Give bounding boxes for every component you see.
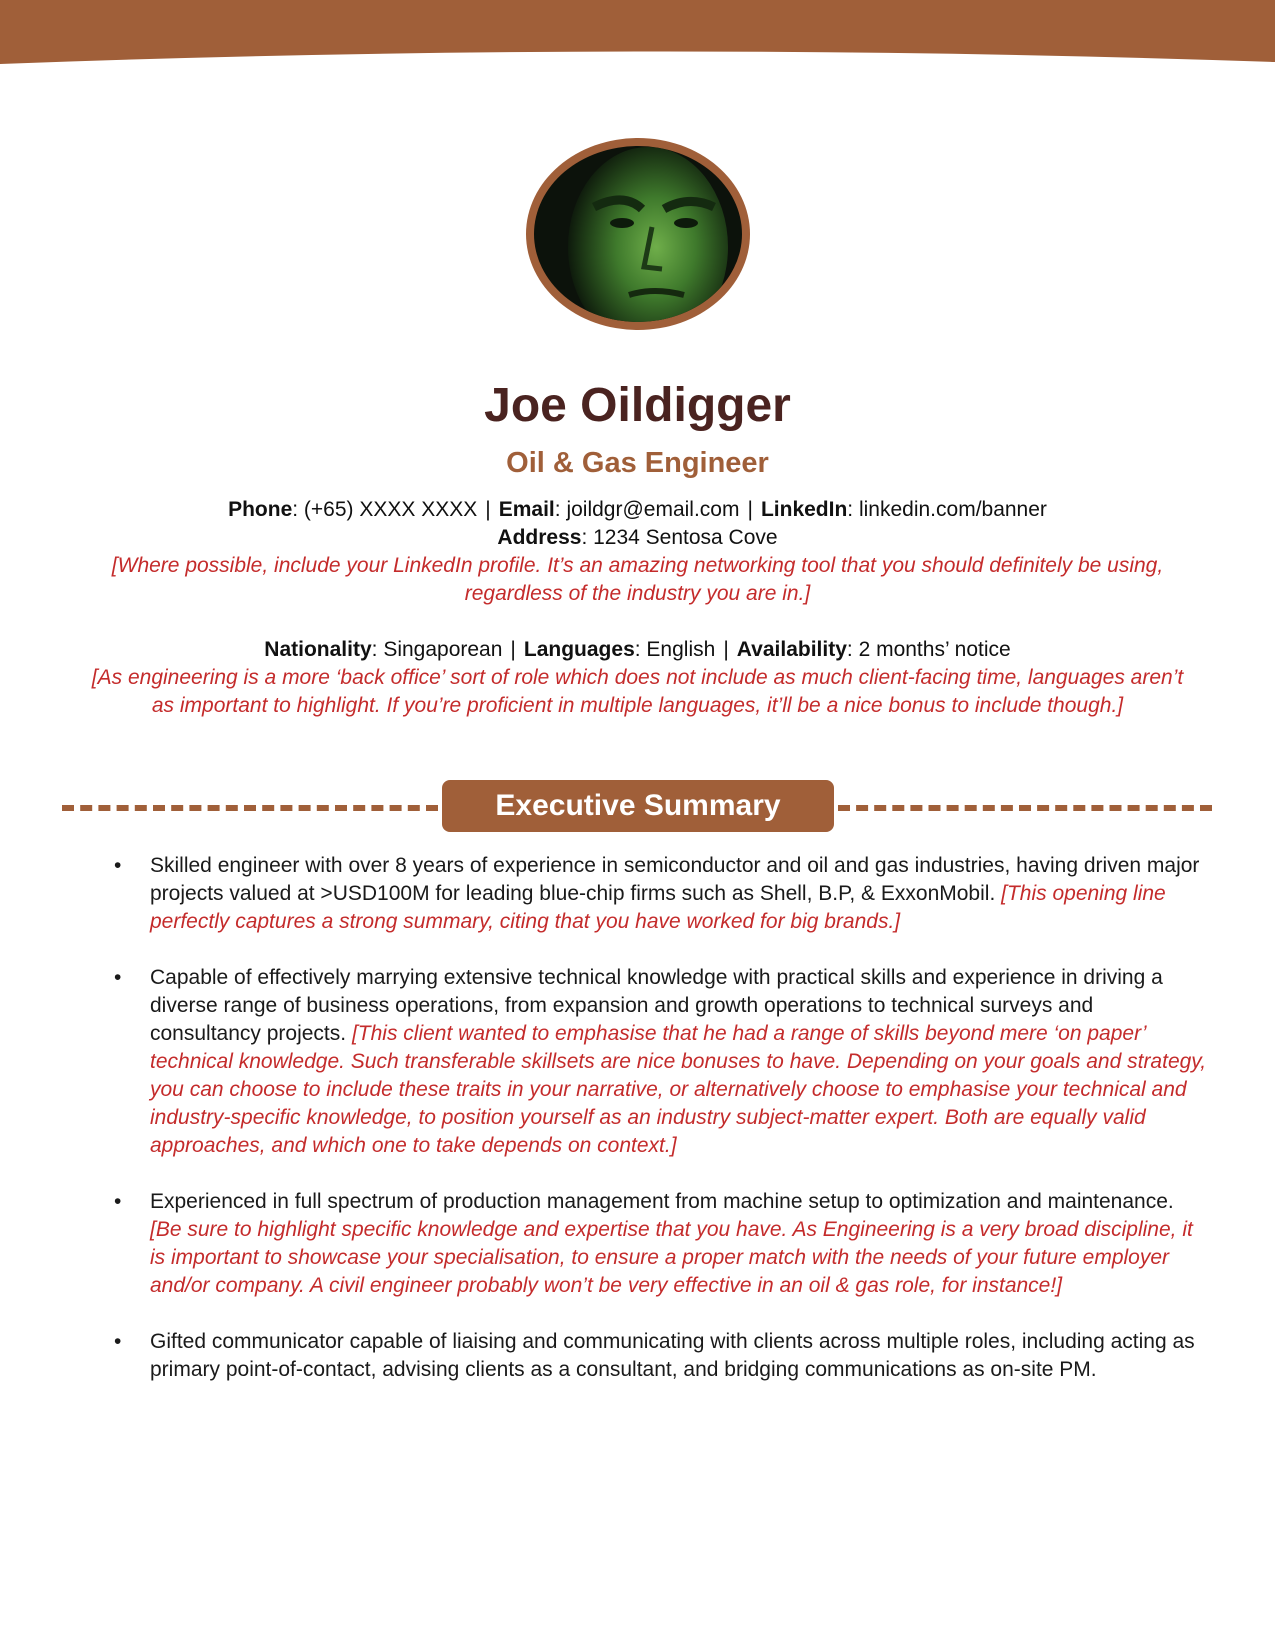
nationality-label: Nationality bbox=[264, 638, 372, 661]
address-line: Address: 1234 Sentosa Cove bbox=[497, 526, 778, 549]
availability-value: 2 months’ notice bbox=[858, 638, 1011, 661]
summary-note: [This client wanted to emphasise that he had a range of skills beyond mere ‘on paper’ technical knowledge. Such transferable skillsets are nice bonuses to have. Depending on your goals and strategy, you can choose to include these traits in your narrative, or alternatively choose to emphasise your technical and industry-specific knowledge, to position yourself as an industry subject-matter expert. Both are equally valid approaches, and which one to take depends on context.] bbox=[150, 1022, 1207, 1157]
contact-line: Phone: (+65) XXXX XXXX | Email: joildgr@email.com | LinkedIn: linkedin.com/banner bbox=[228, 498, 1047, 521]
bullet-icon: • bbox=[114, 854, 122, 877]
bullet-icon: • bbox=[114, 1190, 122, 1213]
list-item bbox=[108, 852, 1208, 936]
availability-label: Availability bbox=[736, 638, 847, 661]
email-value[interactable]: joildgr@email.com bbox=[566, 498, 740, 521]
list-item bbox=[108, 964, 1208, 1160]
summary-text: Skilled engineer with over 8 years of experience in semiconductor and oil and gas industries, having driven major projects valued at >USD100M for leading blue-chip firms such as Shell, B.P, & ExxonMobil. bbox=[150, 854, 1200, 905]
summary-note: [Be sure to highlight specific knowledge and expertise that you have. As Engineering is a very broad discipline, it is important to showcase your specialisation, to ensure a proper match with the needs of your future employer and/or company. A civil engineer probably won’t be very effective in an oil & gas role, for instance!] bbox=[150, 1218, 1193, 1297]
phone-label: Phone bbox=[228, 498, 293, 521]
separator: | bbox=[723, 638, 729, 661]
divider-left bbox=[62, 805, 438, 811]
separator: | bbox=[510, 638, 516, 661]
job-title: Oil & Gas Engineer bbox=[506, 447, 769, 479]
separator: | bbox=[747, 498, 753, 521]
summary-text: Gifted communicator capable of liaising and communicating with clients across multiple roles, including acting as primary point-of-contact, advising clients as a consultant, and bridging communications as on-site PM. bbox=[150, 1330, 1195, 1381]
divider-right bbox=[838, 805, 1212, 811]
linkedin-label: LinkedIn bbox=[760, 498, 848, 521]
address-value: 1234 Sentosa Cove bbox=[593, 526, 778, 549]
list-item bbox=[108, 1328, 1208, 1384]
top-decorative-band bbox=[0, 0, 1275, 80]
email-label: Email bbox=[498, 498, 555, 521]
summary-note: [This opening line perfectly captures a strong summary, citing that you have worked for big brands.] bbox=[150, 882, 1166, 933]
separator: | bbox=[485, 498, 491, 521]
summary-list bbox=[108, 852, 1208, 1412]
section-title: Executive Summary bbox=[442, 780, 834, 832]
linkedin-value[interactable]: linkedin.com/banner bbox=[858, 498, 1047, 521]
candidate-name: Joe Oildigger bbox=[484, 379, 791, 432]
personal-note: [As engineering is a more ‘back office’ sort of role which does not include as much client-facing time, languages aren’t as important to highlight. If you’re proficient in multiple languages, it’ll be a nice bonus to include though.] bbox=[91, 666, 1184, 717]
bullet-icon: • bbox=[114, 966, 122, 989]
nationality-value: Singaporean bbox=[383, 638, 503, 661]
profile-photo-icon bbox=[524, 137, 752, 332]
phone-value: (+65) XXXX XXXX bbox=[303, 498, 478, 521]
contact-note: [Where possible, include your LinkedIn profile. It’s an amazing networking tool that you should definitely be using, regardless of the industry you are in.] bbox=[111, 554, 1164, 605]
address-label: Address bbox=[497, 526, 582, 549]
summary-text: Capable of effectively marrying extensive technical knowledge with practical skills and experience in driving a diverse range of business operations, from expansion and growth operations to technical surveys and consultancy projects. bbox=[150, 966, 1163, 1045]
bullet-icon: • bbox=[114, 1330, 122, 1353]
languages-value: English bbox=[646, 638, 716, 661]
languages-label: Languages bbox=[523, 638, 635, 661]
section-header-executive-summary bbox=[60, 780, 1215, 834]
profile-photo bbox=[524, 137, 752, 332]
summary-text: Experienced in full spectrum of production management from machine setup to optimization and maintenance. bbox=[150, 1190, 1174, 1213]
personal-line: Nationality: Singaporean | Languages: English | Availability: 2 months’ notice bbox=[264, 638, 1011, 661]
list-item bbox=[108, 1188, 1208, 1300]
